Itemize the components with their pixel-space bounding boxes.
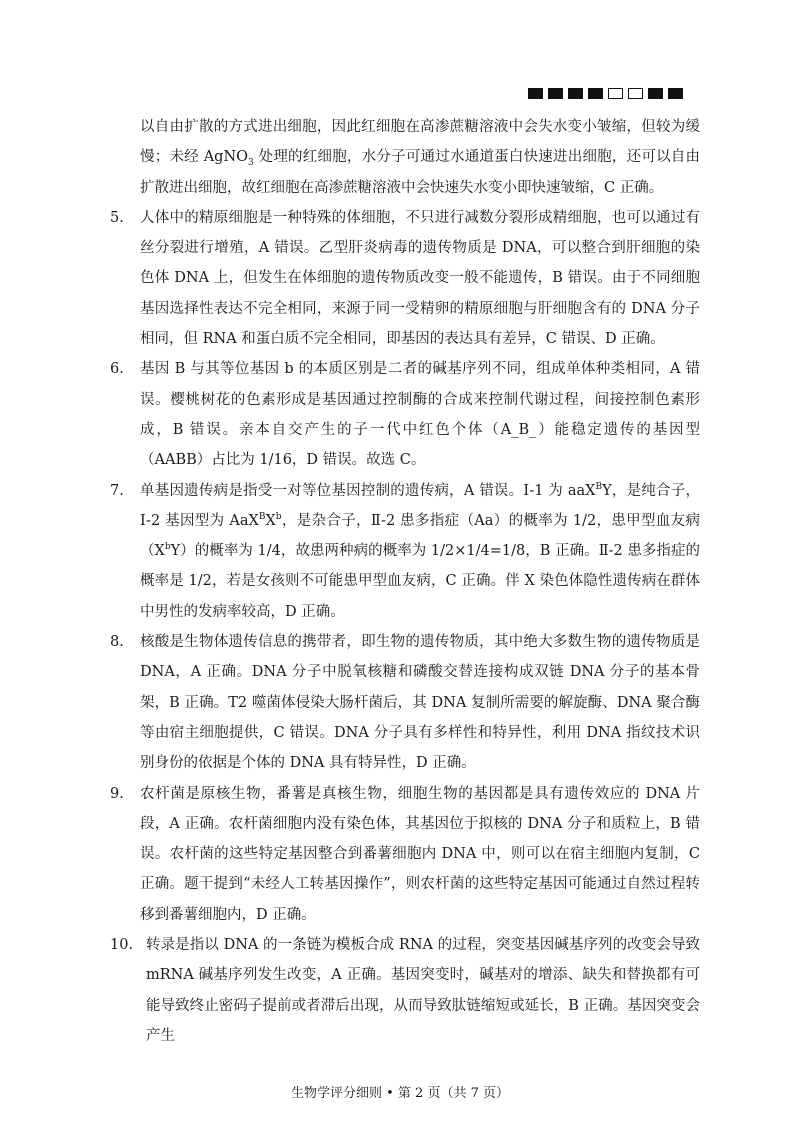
item-text: 农杆菌是原核生物，番薯是真核生物，细胞生物的基因都是具有遗传效应的 DNA 片段，A 正确。农杆菌细胞内没有染色体，其基因位于拟核的 DNA 分子和质粒上，B 错误。农杆菌的这些特定基因整合到番薯细胞内 DNA 中，则可以在宿主细胞内复制，C 正确。题干提到“未经人工转基因操作”，则农杆菌的这些特定基因可能通过自然过程转移到番薯细胞内，D 正确。	[140, 785, 700, 923]
item-number: 9.	[110, 785, 124, 802]
answer-item-5	[110, 203, 700, 354]
header-marks	[528, 88, 683, 99]
item-number: 6.	[110, 361, 124, 378]
page-footer: 生物学评分细则 • 第 2 页（共 7 页）	[290, 1086, 509, 1101]
header-mark-filled	[668, 88, 683, 99]
item-text: 核酸是生物体遗传信息的携带者，即生物的遗传物质，其中绝大多数生物的遗传物质是 DNA，A 正确。DNA 分子中脱氧核糖和磷酸交替连接构成双链 DNA 分子的基本骨架，B 正确。T2 噬菌体侵染大肠杆菌后，其 DNA 复制所需要的解旋酶、DNA 聚合酶等由宿主细胞提供，C 错误。DNA 分子具有多样性和特异性，利用 DNA 指纹技术识别身份的依据是个体的 DNA 具有特异性，D 正确。	[140, 634, 700, 772]
answer-content	[110, 112, 700, 1051]
answer-item-7	[110, 476, 700, 627]
item-text: 单基因遗传病是指受一对等位基因控制的遗传病，A 错误。Ⅰ-1 为 aaX$^B$Y，是纯合子，Ⅰ-2 基因型为 $AaX^BX^b$，是杂合子，Ⅱ-2 患多指症（Aa）的概率为 1/2，患甲型血友病$(X^bY)$的概率为 1/4，故患两种病的概率为 1/2×1/4=1/8，B 正确。Ⅱ-2 患多指症的概率是 1/2，若是女孩则不可能患甲型血友病，C 正确。伴 X 染色体隐性遗传病在群体中男性的发病率较高，D 正确。	[140, 481, 701, 620]
header-mark-filled	[588, 88, 603, 99]
answer-item-6	[110, 354, 700, 475]
item-text: 人体中的精原细胞是一种特殊的体细胞，不只进行减数分裂形成精细胞，也可以通过有丝分裂进行增殖，A 错误。乙型肝炎病毒的遗传物质是 DNA，可以整合到肝细胞的染色体 DNA 上，但发生在体细胞的遗传物质改变一般不能遗传，B 错误。由于不同细胞基因选择性表达不完全相同，来源于同一受精卵的精原细胞与肝细胞含有的 DNA 分子相同，但 RNA 和蛋白质不完全相同，即基因的表达具有差异，C 错误、D 正确。	[140, 209, 700, 348]
answer-item-10	[110, 930, 700, 1051]
continuation-paragraph: 以自由扩散的方式进出细胞，因此红细胞在高渗蔗糖溶液中会失水变小皱缩，但较为缓慢；未经 AgNO$_3$ 处理的红细胞，水分子可通过水通道蛋白快速进出细胞，还可以自由扩散进出细胞，故红细胞在高渗蔗糖溶液中会快速失水变小即快速皱缩，C 正确。	[140, 119, 701, 196]
answer-item-8	[110, 627, 700, 778]
header-mark-filled	[548, 88, 563, 99]
header-mark-hollow	[608, 88, 623, 99]
header-mark-filled	[568, 88, 583, 99]
item-text: 转录是指以 DNA 的一条链为模板合成 RNA 的过程，突变基因碱基序列的改变会导致 mRNA 碱基序列发生改变，A 正确。基因突变时，碱基对的增添、缺失和替换都有可能导致终止密码子提前或者滞后出现，从而导致肽链缩短或延长，B 正确。基因突变会产生	[146, 937, 700, 1044]
header-mark-filled	[648, 88, 663, 99]
item-text: 基因 B 与其等位基因 b 的本质区别是二者的碱基序列不同，组成单体种类相同，A 错误。樱桃树花的色素形成是基因通过控制酶的合成来控制代谢过程，间接控制色素形成，B 错误。亲本自交产生的子一代中红色个体（A_B_）能稳定遗传的基因型（AABB）占比为 1/16，D 错误。故选 C。	[140, 361, 700, 469]
item-number: 5.	[110, 209, 124, 226]
item-number: 10.	[110, 937, 134, 954]
header-mark-hollow	[628, 88, 643, 99]
item-number: 7.	[110, 482, 124, 499]
header-mark-filled	[528, 88, 543, 99]
answer-item-9	[110, 779, 700, 930]
item-number: 8.	[110, 634, 124, 651]
